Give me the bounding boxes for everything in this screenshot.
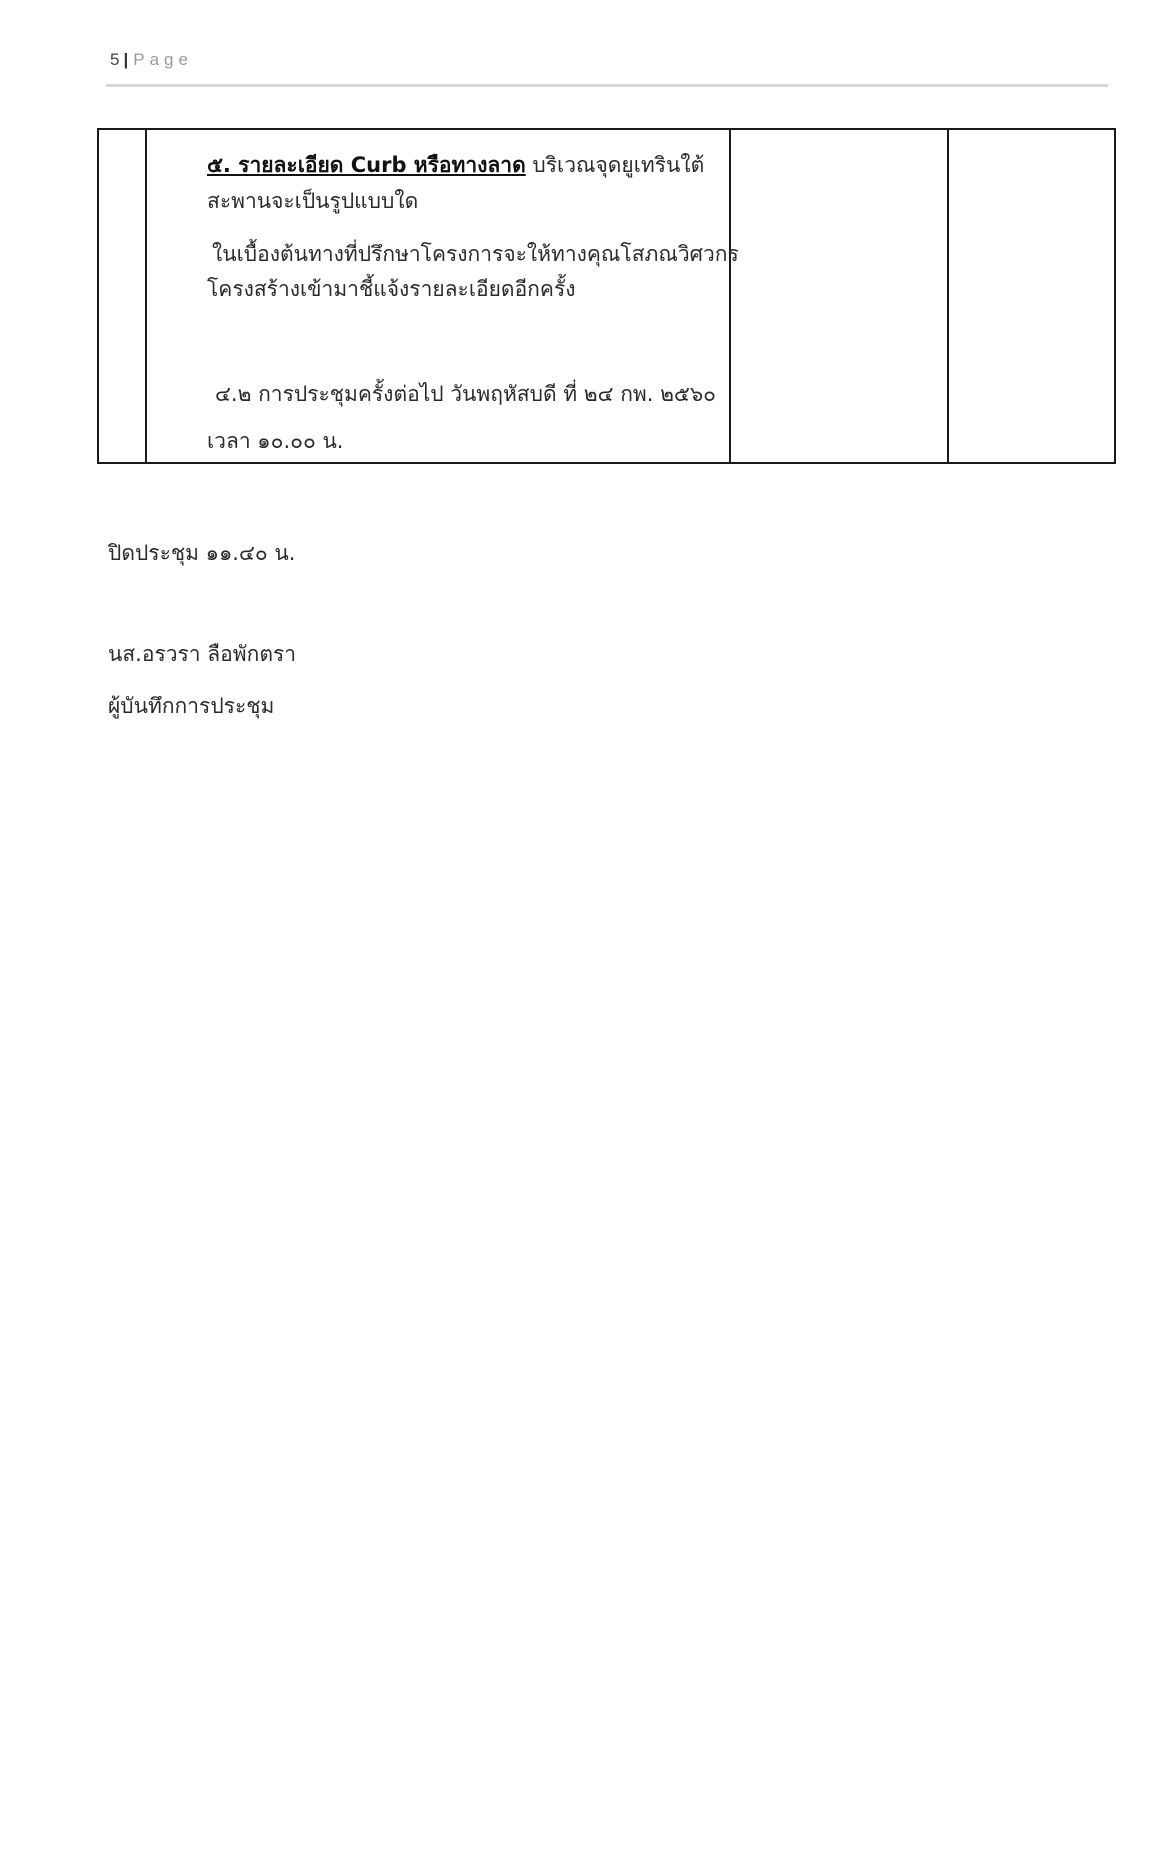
detail-line-2: สะพานจะเป็นรูปแบบใด (207, 189, 419, 213)
table-row (98, 129, 1115, 463)
item-number-cell (98, 129, 146, 463)
recorder-role: ผู้บันทึกการประชุม (108, 694, 275, 718)
remark-cell (948, 129, 1115, 463)
minutes-table (97, 128, 1116, 464)
item-detail-cell (146, 129, 739, 463)
meeting-closing-time: ปิดประชุม ๑๑.๔๐ น. (108, 541, 296, 565)
next-meeting-line: ๔.๒ การประชุมครั้งต่อไป วันพฤหัสบดี ที่ ๒๔ กพ. ๒๕๖๐ (215, 382, 716, 406)
detail-line-3: ในเบื้องต้นทางที่ปรึกษาโครงการจะให้ทางคุณโสภณวิศวกร (212, 242, 739, 266)
item-heading: ๕. รายละเอียด Curb หรือทางลาด (207, 153, 526, 177)
detail-line-1 (207, 146, 704, 184)
page-label: Page (133, 50, 193, 69)
header-divider (106, 84, 1108, 87)
responsible-cell (730, 129, 948, 463)
detail-line-4: โครงสร้างเข้ามาชี้แจ้งรายละเอียดอีกครั้ง (207, 277, 576, 301)
page-number: 5 (110, 50, 121, 69)
page-header (110, 50, 193, 70)
next-meeting-time: เวลา ๑๐.๐๐ น. (207, 429, 344, 453)
recorder-name: นส.อรวรา ลือพักตรา (108, 642, 297, 666)
item-heading-rest: บริเวณจุดยูเทรินใต้ (525, 153, 705, 177)
page-separator: | (123, 50, 130, 69)
